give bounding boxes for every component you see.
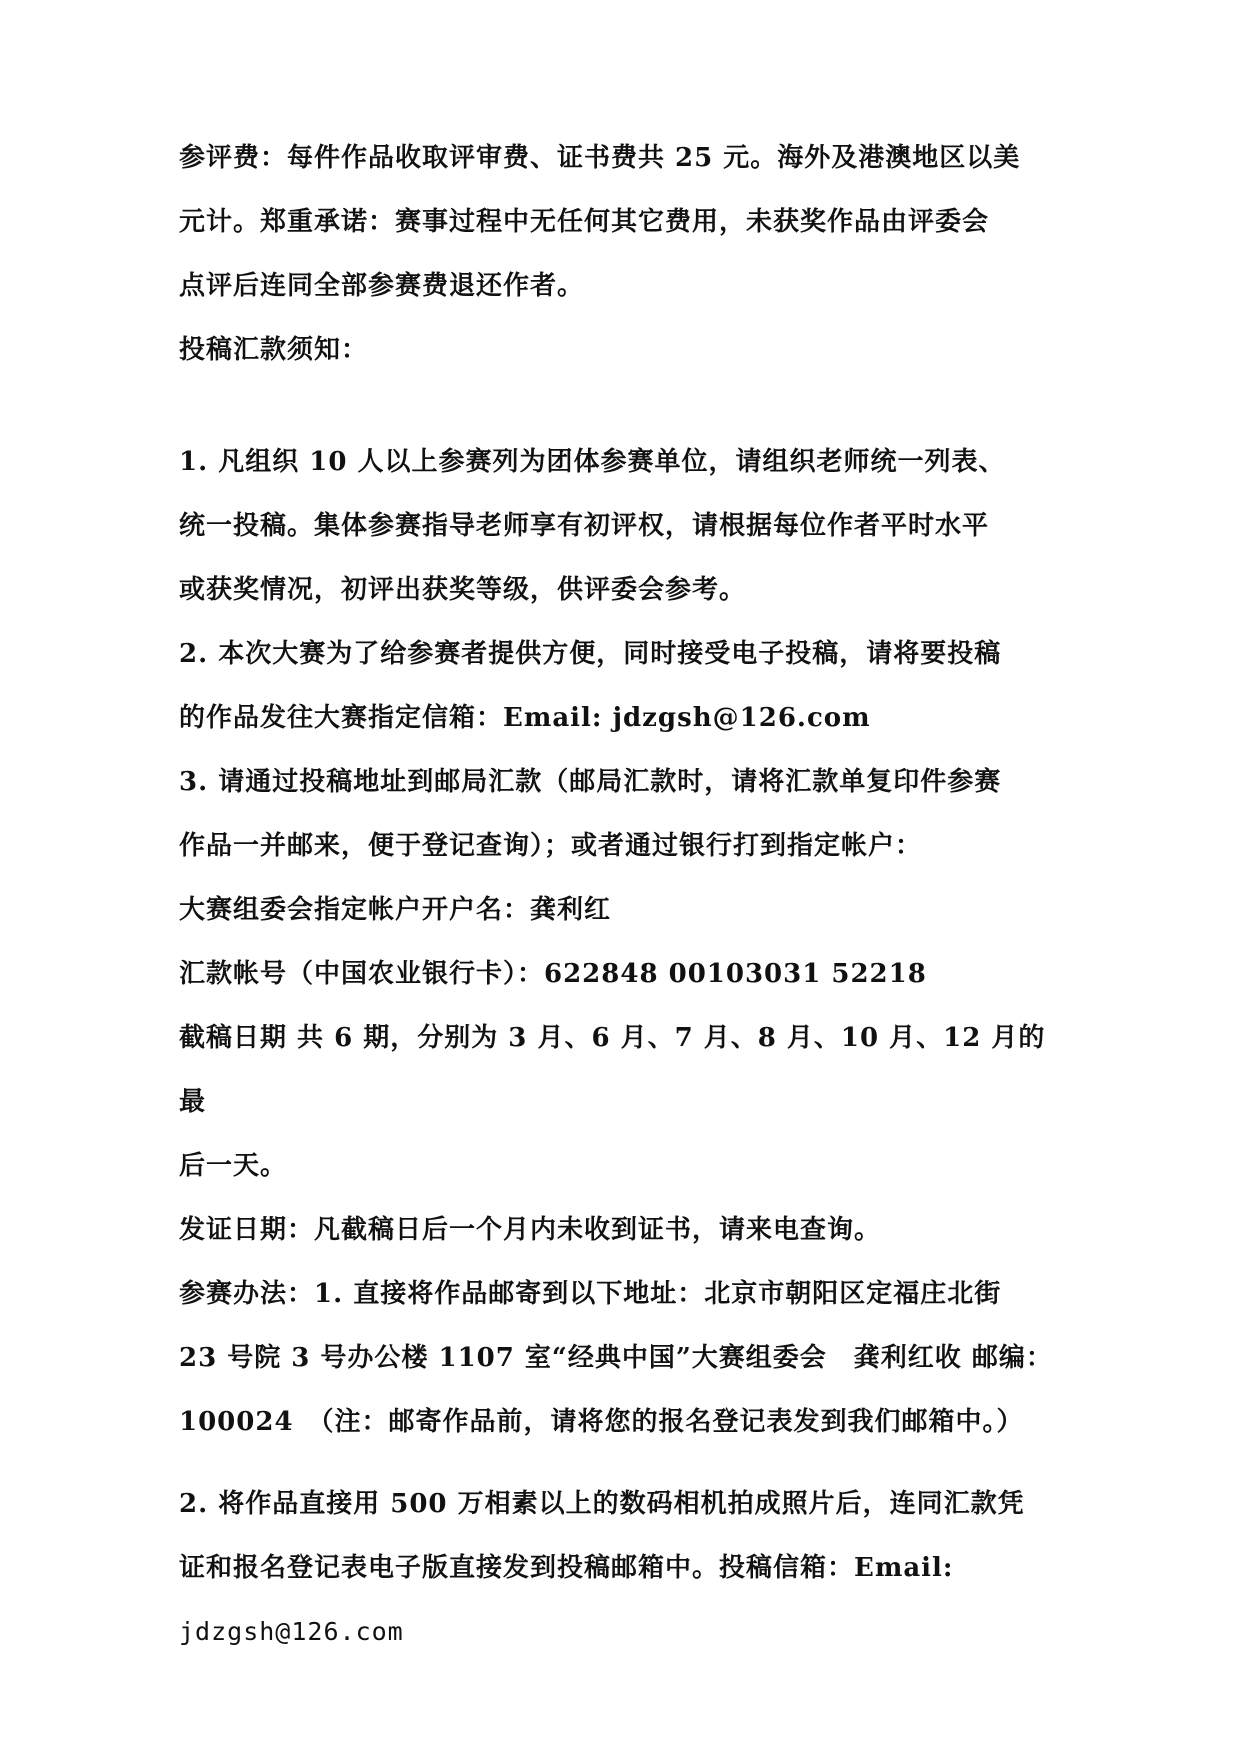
item-3-line-2: 作品一并邮来，便于登记查询）；或者通过银行打到指定帐户： — [179, 831, 923, 861]
method-1-line-1: 参赛办法：1. 直接将作品邮寄到以下地址：北京市朝阳区定福庄北街 — [179, 1279, 1002, 1309]
document-body — [179, 126, 1069, 1664]
item-3-paragraph — [179, 750, 1069, 878]
method-1-line-2: 23 号院 3 号办公楼 1107 室“经典中国”大赛组委会 龚利红收 邮编： — [179, 1343, 1053, 1373]
item-3-line-1: 3. 请通过投稿地址到邮局汇款（邮局汇款时，请将汇款单复印件参赛 — [179, 767, 1002, 797]
fee-line-3: 点评后连同全部参赛费退还作者。 — [179, 271, 585, 301]
method-1-paragraph — [179, 1262, 1069, 1454]
notice-heading: 投稿汇款须知： — [179, 335, 369, 365]
certificate-date: 发证日期：凡截稿日后一个月内未收到证书，请来电查询。 — [179, 1215, 882, 1245]
fee-line-2: 元计。郑重承诺：赛事过程中无任何其它费用，未获奖作品由评委会 — [179, 207, 990, 237]
account-name: 大赛组委会指定帐户开户名：龚利红 — [179, 895, 612, 925]
deadline-line-2: 后一天。 — [179, 1151, 288, 1181]
item-1-line-3: 或获奖情况，初评出获奖等级，供评委会参考。 — [179, 575, 747, 605]
method-2-paragraph — [179, 1472, 1069, 1664]
account-number: 汇款帐号（中国农业银行卡）：622848 00103031 52218 — [179, 959, 927, 989]
item-1-line-2: 统一投稿。集体参赛指导老师享有初评权，请根据每位作者平时水平 — [179, 511, 990, 541]
item-1-line-1: 1. 凡组织 10 人以上参赛列为团体参赛单位，请组织老师统一列表、 — [179, 447, 1006, 477]
fee-paragraph — [179, 126, 1069, 318]
item-1-paragraph — [179, 430, 1069, 622]
item-2-line-2: 的作品发往大赛指定信箱：Email: jdzgsh@126.com — [179, 703, 871, 733]
method-2-email: jdzgsh@126.com — [179, 1617, 404, 1646]
fee-line-1: 参评费：每件作品收取评审费、证书费共 25 元。海外及港澳地区以美 — [179, 143, 1021, 173]
section-spacer — [179, 382, 1069, 430]
deadline-paragraph — [179, 1006, 1069, 1198]
method-2-line-2: 证和报名登记表电子版直接发到投稿邮箱中。投稿信箱：Email: — [179, 1553, 954, 1583]
method-2-line-1: 2. 将作品直接用 500 万相素以上的数码相机拍成照片后，连同汇款凭 — [179, 1489, 1025, 1519]
item-2-line-1: 2. 本次大赛为了给参赛者提供方便，同时接受电子投稿，请将要投稿 — [179, 639, 1002, 669]
method-1-line-3: 100024 （注：邮寄作品前，请将您的报名登记表发到我们邮箱中。） — [179, 1407, 1024, 1437]
section-spacer — [179, 1454, 1069, 1472]
item-2-paragraph — [179, 622, 1069, 750]
deadline-line-1: 截稿日期 共 6 期，分别为 3 月、6 月、7 月、8 月、10 月、12 月的最 — [179, 1023, 1046, 1117]
